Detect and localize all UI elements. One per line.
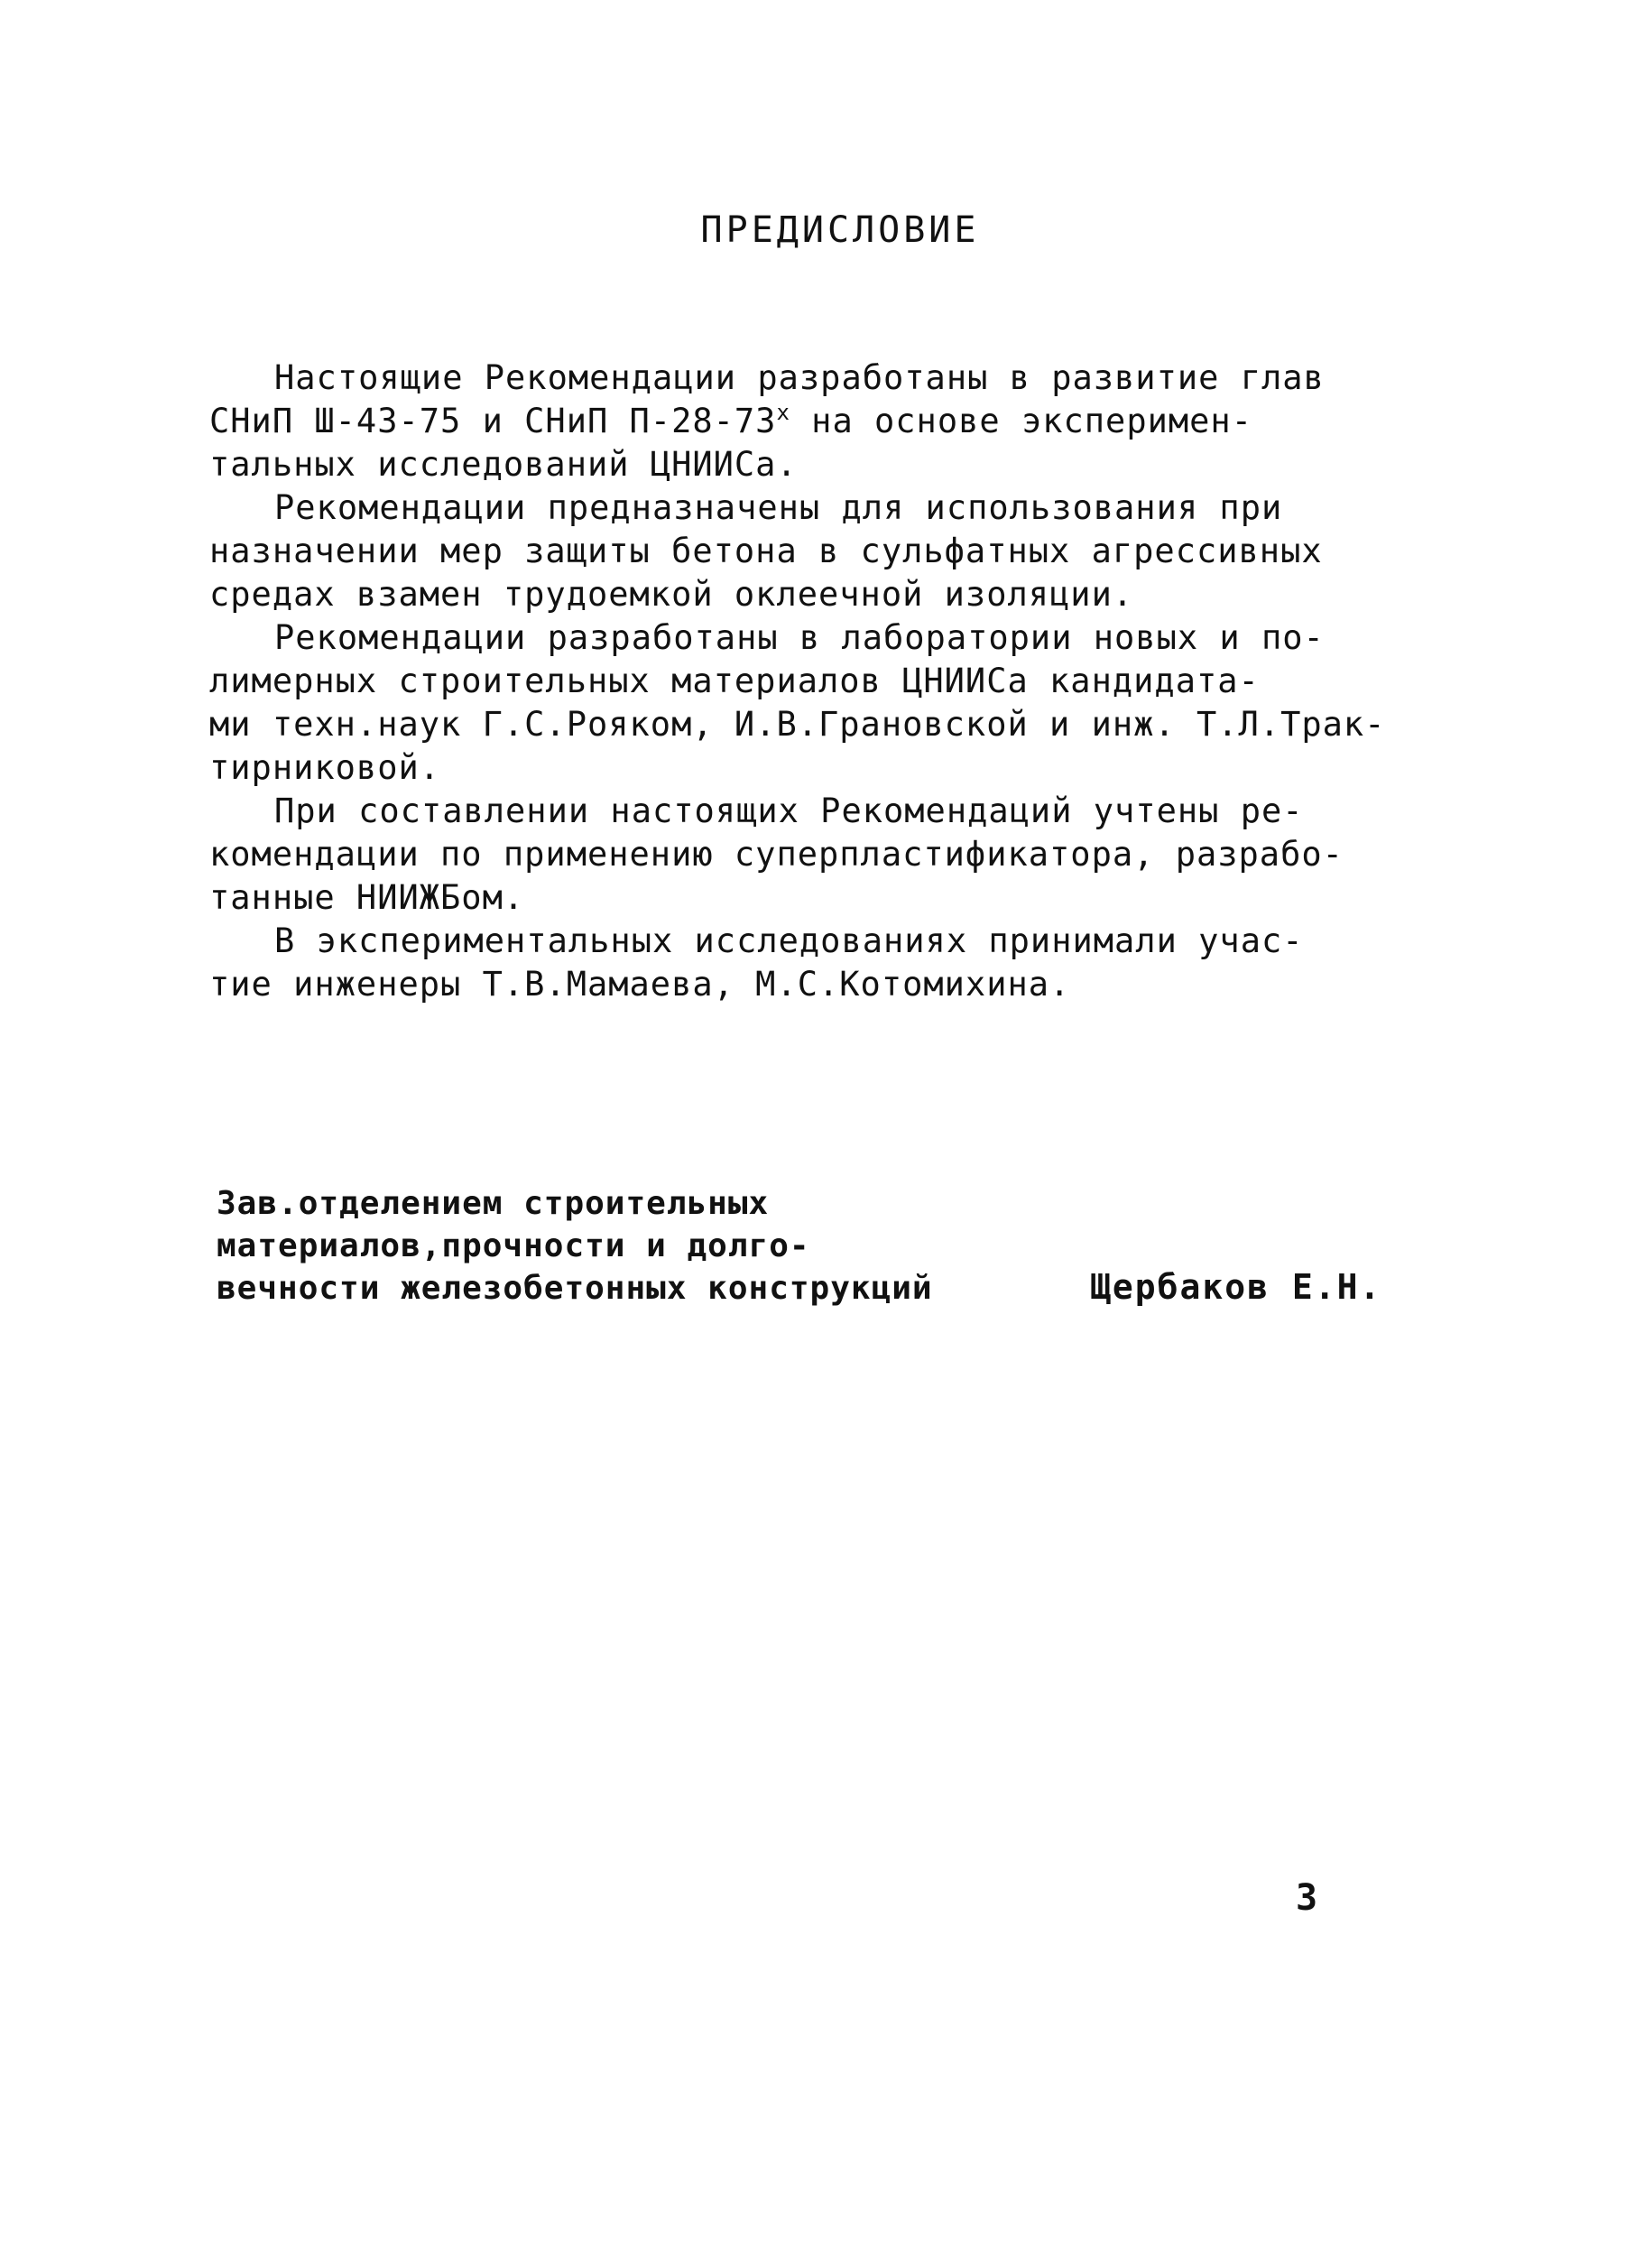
- text-line: тие инженеры Т.В.Мамаева, М.С.Котомихина.: [209, 965, 1071, 1004]
- paragraph-3: [209, 616, 1400, 790]
- text-line: Рекомендации разработаны в лаборатории новых и по-: [274, 618, 1325, 657]
- paragraph-1: [209, 356, 1400, 486]
- text-line: [209, 400, 1400, 443]
- text-line: Рекомендации предназначены для использования при: [274, 488, 1283, 527]
- text-line: средах взамен трудоемкой оклеечной изоляции.: [209, 575, 1134, 614]
- text-line: При составлении настоящих Рекомендаций учтены ре-: [274, 791, 1304, 830]
- text-segment: на основе эксперимен-: [790, 402, 1252, 440]
- signature-title-line: материалов,прочности и долго-: [217, 1227, 810, 1264]
- paragraph-2: [209, 486, 1400, 616]
- signature-title-line: вечности железобетонных конструкций: [217, 1270, 933, 1307]
- text-line: комендации по применению суперпластификатора, разрабо-: [209, 835, 1344, 874]
- preface-body: [209, 356, 1400, 1006]
- text-line: Настоящие Рекомендации разработаны в развитие глав: [274, 358, 1325, 397]
- text-line: назначении мер защиты бетона в сульфатных агрессивных: [209, 532, 1323, 570]
- text-line: тальных исследований ЦНИИСа.: [209, 445, 798, 484]
- text-line: В экспериментальных исследованиях принимали учас-: [274, 921, 1304, 960]
- signature-title-line: Зав.отделением строительных: [217, 1185, 770, 1222]
- text-segment: СНиП Ш-43-75 и СНиП П-28-73: [209, 402, 777, 440]
- text-line: тирниковой.: [209, 748, 441, 787]
- text-line: лимерных строительных материалов ЦНИИСа кандидата-: [209, 662, 1260, 700]
- paragraph-5: [209, 920, 1400, 1006]
- signatory-name: Щербаков Е.Н.: [1090, 1267, 1382, 1307]
- text-line: танные НИИЖБом.: [209, 878, 525, 917]
- superscript-mark: х: [776, 400, 790, 425]
- text-line: ми техн.наук Г.С.Рояком, И.В.Грановской и инж. Т.Л.Трак-: [209, 705, 1386, 744]
- page-title: ПРЕДИСЛОВИЕ: [700, 209, 980, 251]
- page-number: 3: [1296, 1877, 1318, 1919]
- paragraph-4: [209, 790, 1400, 920]
